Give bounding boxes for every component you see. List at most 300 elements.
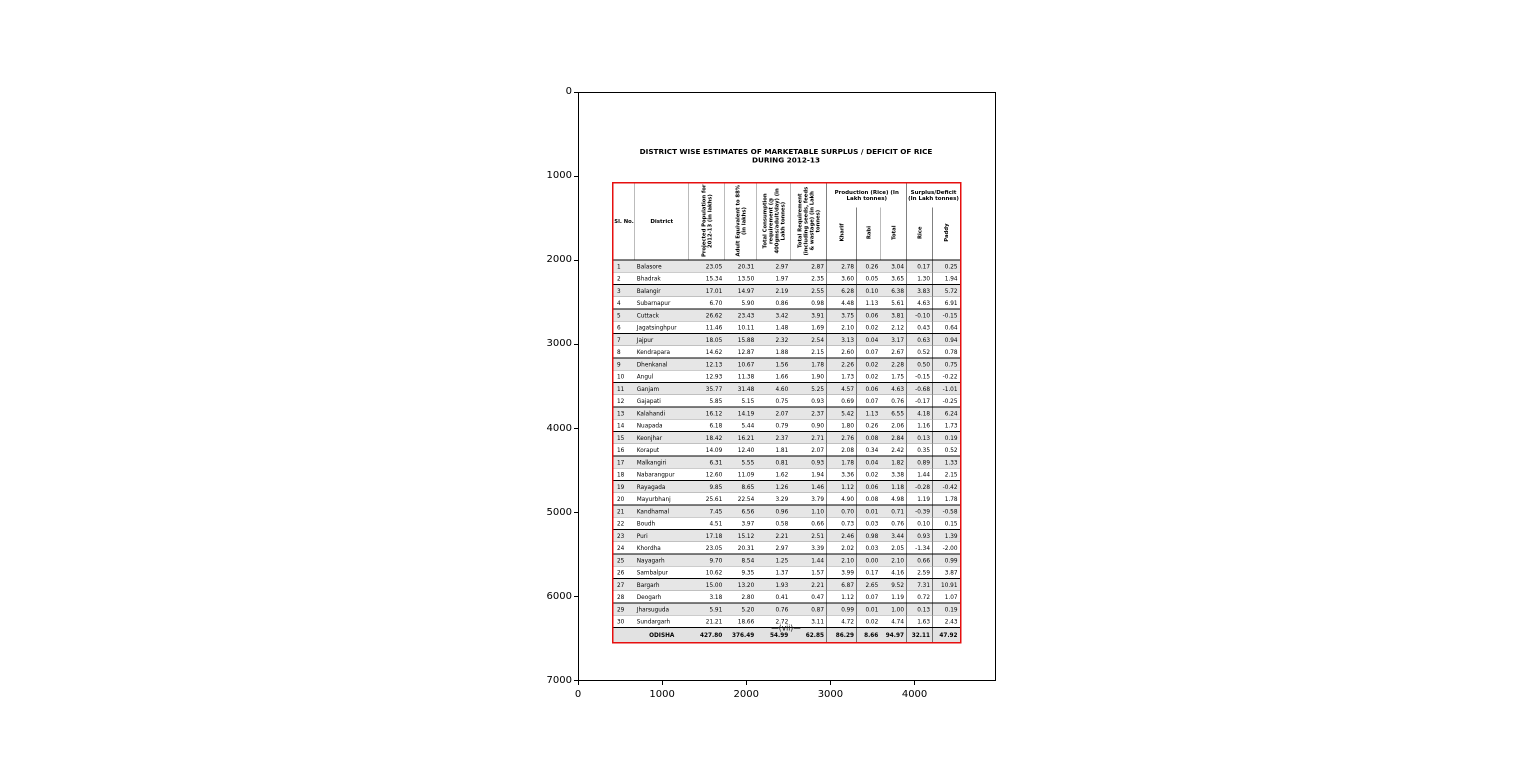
table-body (613, 260, 961, 643)
cell: 7 (613, 334, 635, 346)
cell: -0.58 (933, 505, 961, 517)
cell: 8.65 (725, 481, 757, 493)
cell: 3.65 (881, 272, 907, 284)
cell: Deogarh (635, 591, 689, 603)
table-row (613, 419, 961, 431)
cell: Sambalpur (635, 566, 689, 578)
cell: Kandhamal (635, 505, 689, 517)
cell: 1.78 (791, 358, 827, 370)
cell: 18.66 (725, 615, 757, 627)
cell: 14.62 (689, 346, 725, 358)
cell: 20 (613, 493, 635, 505)
cell: 2.55 (791, 285, 827, 297)
cell: 2.15 (791, 346, 827, 358)
cell: 4.63 (907, 297, 933, 309)
cell: 2.67 (881, 346, 907, 358)
cell: 0.03 (857, 517, 881, 529)
col-header-district: District (635, 183, 689, 260)
cell: 2.87 (791, 260, 827, 272)
cell: -0.15 (907, 370, 933, 382)
cell: 3.79 (791, 493, 827, 505)
page-footer-mark: —(vii)— (771, 623, 801, 633)
cell: 18.42 (689, 432, 725, 444)
cell: 0.26 (857, 260, 881, 272)
cell: 1.12 (827, 591, 857, 603)
cell: 8.66 (857, 628, 881, 643)
cell: 1.75 (881, 370, 907, 382)
cell: 2.26 (827, 358, 857, 370)
cell: -0.25 (933, 395, 961, 407)
cell: 0.04 (857, 334, 881, 346)
y-tick-label: 5000 (546, 506, 572, 518)
cell: 17.18 (689, 530, 725, 542)
cell: 0.93 (907, 530, 933, 542)
cell: 32.11 (907, 628, 933, 643)
cell: 4.48 (827, 297, 857, 309)
cell: Nayagarh (635, 554, 689, 566)
cell: 0.98 (791, 297, 827, 309)
cell: 6.70 (689, 297, 725, 309)
cell: 1.62 (757, 468, 791, 480)
cell: 4.18 (907, 407, 933, 419)
x-tick-mark (662, 681, 663, 685)
x-tick-mark (830, 681, 831, 685)
cell: 2.84 (881, 432, 907, 444)
cell: 2.46 (827, 530, 857, 542)
cell: 1.78 (827, 456, 857, 468)
cell: Angul (635, 370, 689, 382)
cell: 4.63 (881, 383, 907, 395)
cell: -0.10 (907, 309, 933, 321)
cell: 1.46 (791, 481, 827, 493)
cell: 4.57 (827, 383, 857, 395)
cell: 11.46 (689, 321, 725, 333)
cell: 0.64 (933, 321, 961, 333)
table-row (613, 346, 961, 358)
cell: 0.04 (857, 456, 881, 468)
cell: 1.80 (827, 419, 857, 431)
cell: 0.10 (907, 517, 933, 529)
cell: 0.66 (907, 554, 933, 566)
cell: 0.71 (881, 505, 907, 517)
cell: 26.62 (689, 309, 725, 321)
cell: 1.73 (827, 370, 857, 382)
cell: 1.97 (757, 272, 791, 284)
cell: 2.10 (827, 554, 857, 566)
cell: 24 (613, 542, 635, 554)
y-tick-label: 0 (565, 86, 572, 97)
table-row (613, 603, 961, 615)
cell: 4.90 (827, 493, 857, 505)
cell: 22 (613, 517, 635, 529)
cell: 9.70 (689, 554, 725, 566)
cell: Ganjam (635, 383, 689, 395)
col-header-rice: Rice (907, 208, 933, 261)
table-row (613, 481, 961, 493)
cell: 0.01 (857, 505, 881, 517)
cell: 1.25 (757, 554, 791, 566)
cell: 3.04 (881, 260, 907, 272)
cell: Malkangiri (635, 456, 689, 468)
cell: 0.26 (857, 419, 881, 431)
cell: 3.11 (791, 615, 827, 627)
cell: 25.61 (689, 493, 725, 505)
cell: 0.08 (857, 493, 881, 505)
cell: Sundargarh (635, 615, 689, 627)
cell: 15.34 (689, 272, 725, 284)
cell: 1.37 (757, 566, 791, 578)
cell: -0.68 (907, 383, 933, 395)
cell: 22.54 (725, 493, 757, 505)
cell: Subarnapur (635, 297, 689, 309)
cell: 0.66 (791, 517, 827, 529)
cell: 0.50 (907, 358, 933, 370)
cell: 4.60 (757, 383, 791, 395)
cell: 2.37 (757, 432, 791, 444)
cell: 9.35 (725, 566, 757, 578)
cell: 1.81 (757, 444, 791, 456)
table-row (613, 260, 961, 272)
cell: 9.85 (689, 481, 725, 493)
cell: 23.43 (725, 309, 757, 321)
cell: Puri (635, 530, 689, 542)
cell: 0.34 (857, 444, 881, 456)
col-header-rabi: Rabi (857, 208, 881, 261)
cell: 0.05 (857, 272, 881, 284)
cell: -1.34 (907, 542, 933, 554)
cell: 5.42 (827, 407, 857, 419)
cell: 8 (613, 346, 635, 358)
cell: 0.87 (791, 603, 827, 615)
cell: 0.35 (907, 444, 933, 456)
cell: Dhenkanal (635, 358, 689, 370)
cell: 0.07 (857, 395, 881, 407)
cell: 10.91 (933, 579, 961, 591)
cell: 2.10 (827, 321, 857, 333)
cell: 1.07 (933, 591, 961, 603)
cell: 0.63 (907, 334, 933, 346)
cell: 4.98 (881, 493, 907, 505)
cell: 1.82 (881, 456, 907, 468)
table-row (613, 321, 961, 333)
table-row (613, 407, 961, 419)
table-header (613, 183, 961, 260)
cell: 2.37 (791, 407, 827, 419)
cell: 3.39 (791, 542, 827, 554)
cell: 1.69 (791, 321, 827, 333)
cell: 0.70 (827, 505, 857, 517)
cell: 2.02 (827, 542, 857, 554)
cell: 0.19 (933, 603, 961, 615)
cell: 16 (613, 444, 635, 456)
cell: Boudh (635, 517, 689, 529)
cell: 2.60 (827, 346, 857, 358)
cell: 5.90 (725, 297, 757, 309)
cell: 1.44 (907, 468, 933, 480)
cell: 0.79 (757, 419, 791, 431)
y-tick-label: 1000 (546, 170, 572, 182)
cell: 1.12 (827, 481, 857, 493)
cell: 11.38 (725, 370, 757, 382)
cell: 47.92 (933, 628, 961, 643)
cell: Jajpur (635, 334, 689, 346)
cell: -0.17 (907, 395, 933, 407)
cell: Balangir (635, 285, 689, 297)
cell: 4 (613, 297, 635, 309)
table-row (613, 505, 961, 517)
table-row (613, 297, 961, 309)
cell: 14.09 (689, 444, 725, 456)
cell: 12.87 (725, 346, 757, 358)
cell: Nuapada (635, 419, 689, 431)
cell: 10.11 (725, 321, 757, 333)
cell: 20.31 (725, 260, 757, 272)
cell: 1.33 (933, 456, 961, 468)
cell: -0.28 (907, 481, 933, 493)
cell: 0.41 (757, 591, 791, 603)
cell: 6.31 (689, 456, 725, 468)
cell: 5.25 (791, 383, 827, 395)
cell: 1.66 (757, 370, 791, 382)
cell: Mayurbhanj (635, 493, 689, 505)
cell: 3.44 (881, 530, 907, 542)
cell: 0.52 (907, 346, 933, 358)
cell: 1.90 (791, 370, 827, 382)
cell: 26 (613, 566, 635, 578)
cell: 25 (613, 554, 635, 566)
cell: 5.20 (725, 603, 757, 615)
cell: 3.97 (725, 517, 757, 529)
cell: Jharsuguda (635, 603, 689, 615)
cell: 1.73 (933, 419, 961, 431)
cell: 1.94 (933, 272, 961, 284)
cell: Bargarh (635, 579, 689, 591)
cell: 2.51 (791, 530, 827, 542)
table-row (613, 566, 961, 578)
cell: 0.47 (791, 591, 827, 603)
y-tick-label: 2000 (546, 254, 572, 266)
plot-content (578, 92, 996, 681)
table-row (613, 395, 961, 407)
cell: 1.19 (907, 493, 933, 505)
table-row (613, 579, 961, 591)
cell: 1.39 (933, 530, 961, 542)
cell: 6.56 (725, 505, 757, 517)
cell: 0.76 (881, 395, 907, 407)
x-tick-mark (578, 681, 579, 685)
table-title-line2: DURING 2012-13 (751, 156, 820, 165)
cell: -0.15 (933, 309, 961, 321)
cell: 6.18 (689, 419, 725, 431)
cell: 0.78 (933, 346, 961, 358)
cell: 3.60 (827, 272, 857, 284)
cell: 0.72 (907, 591, 933, 603)
cell: 1 (613, 260, 635, 272)
cell: 10.62 (689, 566, 725, 578)
cell: 0.02 (857, 468, 881, 480)
cell: 3.42 (757, 309, 791, 321)
cell: 5.72 (933, 285, 961, 297)
cell: 16.21 (725, 432, 757, 444)
cell: 15.12 (725, 530, 757, 542)
cell: 2.12 (881, 321, 907, 333)
cell: 427.80 (689, 628, 725, 643)
cell: 19 (613, 481, 635, 493)
cell: 18.05 (689, 334, 725, 346)
cell: 0.10 (857, 285, 881, 297)
cell: 0.06 (857, 309, 881, 321)
cell: -1.01 (933, 383, 961, 395)
cell: 0.99 (827, 603, 857, 615)
rice-table (612, 182, 962, 644)
cell: 2.32 (757, 334, 791, 346)
cell: 18 (613, 468, 635, 480)
cell: 0.73 (827, 517, 857, 529)
cell: 3.81 (881, 309, 907, 321)
cell: 0.89 (907, 456, 933, 468)
cell: 9.52 (881, 579, 907, 591)
cell: 0.43 (907, 321, 933, 333)
col-header-requirement: Total Requirement (including seeds, feeds & wastage) (in Lakh tonnes) (791, 183, 827, 260)
cell: 3 (613, 285, 635, 297)
cell: Cuttack (635, 309, 689, 321)
cell: 28 (613, 591, 635, 603)
cell: 0.07 (857, 591, 881, 603)
cell: 11 (613, 383, 635, 395)
cell: 4.51 (689, 517, 725, 529)
cell: 2.43 (933, 615, 961, 627)
table-row (613, 334, 961, 346)
cell: 5.44 (725, 419, 757, 431)
cell: 15.88 (725, 334, 757, 346)
cell: 2.07 (791, 444, 827, 456)
x-tick-label: 4000 (901, 689, 928, 700)
cell: 0.94 (933, 334, 961, 346)
cell: 2.21 (791, 579, 827, 591)
table-row (613, 530, 961, 542)
col-header-population: Projected Population for 2012-13 (in lakhs) (689, 183, 725, 260)
cell: -0.39 (907, 505, 933, 517)
cell: 8.54 (725, 554, 757, 566)
cell: 3.91 (791, 309, 827, 321)
cell: 0.13 (907, 603, 933, 615)
cell: 0.02 (857, 358, 881, 370)
cell: 6.55 (881, 407, 907, 419)
cell: 21 (613, 505, 635, 517)
cell: 12.13 (689, 358, 725, 370)
cell: 30 (613, 615, 635, 627)
cell: 86.29 (827, 628, 857, 643)
table-row (613, 285, 961, 297)
cell: Nabarangpur (635, 468, 689, 480)
cell: 0.90 (791, 419, 827, 431)
table-row (613, 383, 961, 395)
cell: 1.48 (757, 321, 791, 333)
cell: 62.85 (791, 628, 827, 643)
x-tick-label: 1000 (649, 689, 675, 700)
col-header-consumption: Total Consumption requirement (@ 400gms/adult/day) (in Lakh tonnes) (757, 183, 791, 260)
cell: 1.13 (857, 407, 881, 419)
cell: 23.05 (689, 542, 725, 554)
x-tick-label: 3000 (817, 689, 844, 700)
cell: 21.21 (689, 615, 725, 627)
cell: 0.00 (857, 554, 881, 566)
table-title (612, 148, 960, 165)
cell: 5.55 (725, 456, 757, 468)
cell: 23.05 (689, 260, 725, 272)
cell: 5.15 (725, 395, 757, 407)
col-header-paddy: Paddy (933, 208, 961, 261)
cell: 3.36 (827, 468, 857, 480)
cell: 0.17 (857, 566, 881, 578)
cell: 54.99 (757, 628, 791, 643)
cell: 0.99 (933, 554, 961, 566)
cell: 3.83 (907, 285, 933, 297)
cell: 3.29 (757, 493, 791, 505)
cell: 3.13 (827, 334, 857, 346)
cell: 2.42 (881, 444, 907, 456)
cell: 2.35 (791, 272, 827, 284)
cell: 14.19 (725, 407, 757, 419)
cell: 6 (613, 321, 635, 333)
x-tick-label: 2000 (733, 689, 759, 700)
cell: 0.19 (933, 432, 961, 444)
cell: 0.17 (907, 260, 933, 272)
cell: 0.08 (857, 432, 881, 444)
cell: Gajapati (635, 395, 689, 407)
table-row (613, 272, 961, 284)
table-row (613, 493, 961, 505)
cell: 2.10 (881, 554, 907, 566)
table-title-line1: DISTRICT WISE ESTIMATES OF MARKETABLE SURPLUS / DEFICIT OF RICE (639, 148, 933, 156)
cell: 0.52 (933, 444, 961, 456)
cell: 94.97 (881, 628, 907, 643)
cell: 2.19 (757, 285, 791, 297)
cell: 23 (613, 530, 635, 542)
cell: Bhadrak (635, 272, 689, 284)
cell: Balasore (635, 260, 689, 272)
cell: 2.97 (757, 260, 791, 272)
cell: 1.57 (791, 566, 827, 578)
cell: 12.40 (725, 444, 757, 456)
col-header-kharif: Kharif (827, 208, 857, 261)
y-tick-label: 4000 (546, 422, 572, 434)
table-row (613, 554, 961, 566)
cell: 0.07 (857, 346, 881, 358)
cell: 1.88 (757, 346, 791, 358)
cell: 0.02 (857, 615, 881, 627)
table-row (613, 468, 961, 480)
x-tick-label: 0 (574, 689, 582, 700)
cell: 4.16 (881, 566, 907, 578)
cell: 1.63 (907, 615, 933, 627)
cell: Keonjhar (635, 432, 689, 444)
cell: 10 (613, 370, 635, 382)
cell: 3.87 (933, 566, 961, 578)
cell: ODISHA (635, 628, 689, 643)
cell: 2.05 (881, 542, 907, 554)
cell: 20.31 (725, 542, 757, 554)
cell: 10.67 (725, 358, 757, 370)
table-row (613, 444, 961, 456)
cell: 1.19 (881, 591, 907, 603)
cell: 0.03 (857, 542, 881, 554)
cell: 0.93 (791, 456, 827, 468)
cell: 1.44 (791, 554, 827, 566)
cell: 4.72 (827, 615, 857, 627)
cell: 1.56 (757, 358, 791, 370)
y-tick-label: 6000 (546, 590, 572, 602)
